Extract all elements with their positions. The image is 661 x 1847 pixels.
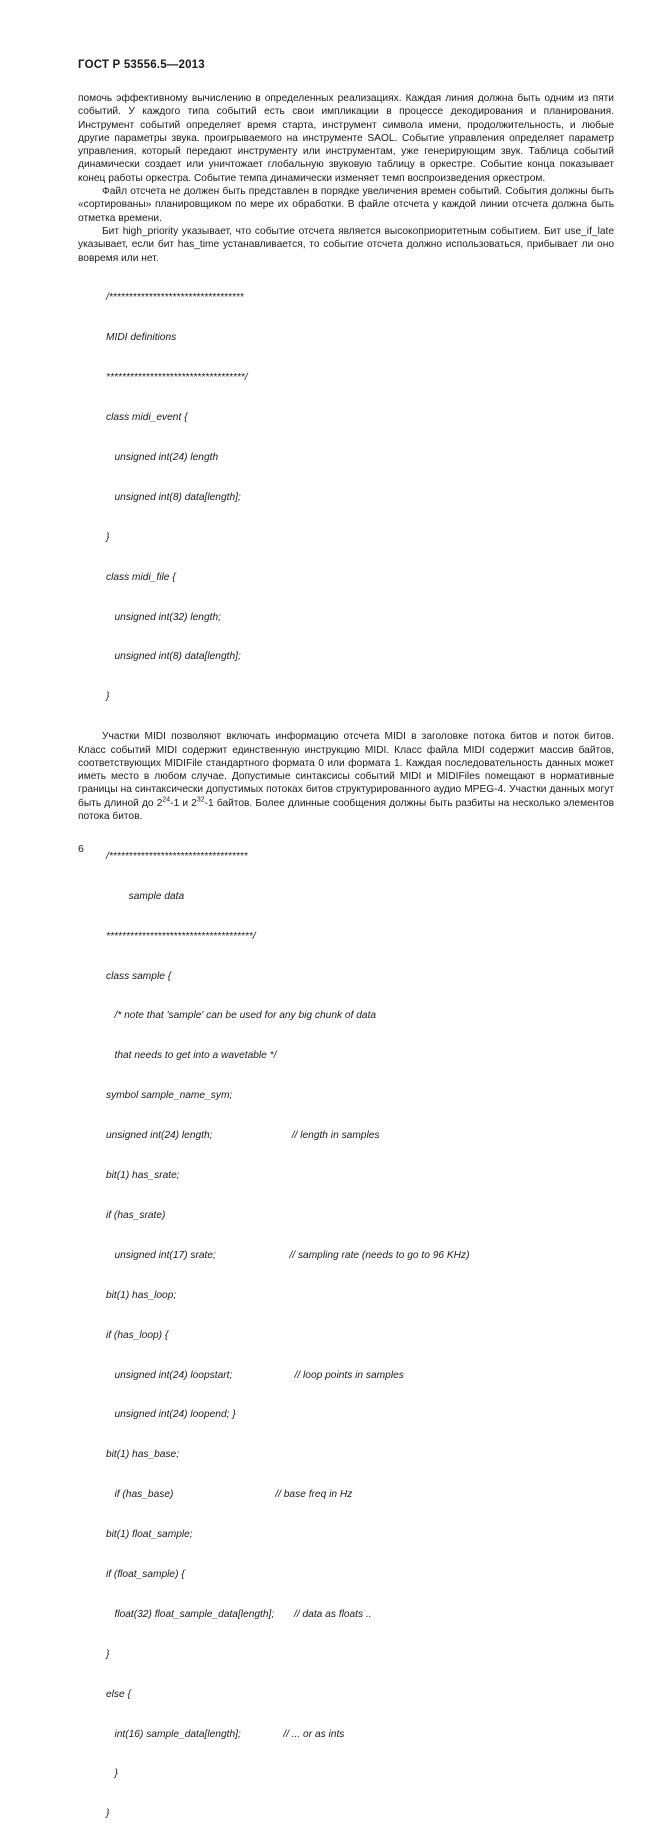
code-line: bit(1) has_loop; xyxy=(106,1289,177,1301)
code-line: ***********************************/ xyxy=(106,372,248,384)
code-line: unsigned int(24) length; // length in samples xyxy=(106,1130,380,1142)
code-line: if (float_sample) { xyxy=(106,1568,185,1580)
code-line: sample data xyxy=(106,890,185,902)
paragraph-midi xyxy=(78,730,614,823)
code-block-midi xyxy=(78,265,614,730)
code-line: unsigned int(24) length xyxy=(106,452,219,464)
document-header: ГОСТ Р 53556.5—2013 xyxy=(78,59,205,71)
code-line: unsigned int(24) loopstart; // loop points in samples xyxy=(106,1369,404,1381)
code-line: if (has_base) // base freq in Hz xyxy=(106,1489,353,1501)
code-line: class midi_event { xyxy=(106,412,188,424)
code-line: unsigned int(17) srate; // sampling rate (needs to go to 96 KHz) xyxy=(106,1249,470,1261)
code-line: bit(1) float_sample; xyxy=(106,1529,193,1541)
code-line: } xyxy=(106,1648,110,1660)
code-line: if (has_loop) { xyxy=(106,1329,169,1341)
code-line: bit(1) has_base; xyxy=(106,1449,180,1461)
code-line: } xyxy=(106,1768,118,1780)
code-line: } xyxy=(106,691,110,703)
midi-text-b: -1 и 2 xyxy=(170,797,197,809)
code-line: /*********************************** xyxy=(106,850,248,862)
code-line: /* note that 'sample' can be used for any big chunk of data xyxy=(106,1010,377,1022)
code-line: that needs to get into a wavetable */ xyxy=(106,1050,277,1062)
code-line: } xyxy=(106,531,110,543)
code-line: class sample { xyxy=(106,970,172,982)
code-line: /********************************** xyxy=(106,292,244,304)
superscript-32: 32 xyxy=(196,796,205,804)
page-content xyxy=(78,92,614,1847)
paragraph-1: помочь эффективному вычислению в определенных реализациях. Каждая линия должна быть одним из пяти событий. У каждого типа событий есть свои импликации в процессе декодирования и планирования. Инструмент событий определяет время старта, инструмент символа имени, продолжительность, и любые другие параметры звука. проигрываемого на инструменте SAOL. Событие управления определяет параметр управления, который передают инструменту или инструментам, уже генерирующим звук. Таблица событий динамически создает или уничтожает глобальную звуковую таблицу в оркестре. Событие конца показывает конец работы оркестра. Событие темпа динамически изменяет темп воспроизведения оркестром. xyxy=(78,93,614,184)
code-line: symbol sample_name_sym; xyxy=(106,1090,233,1102)
code-line: unsigned int(32) length; xyxy=(106,611,221,623)
code-line: if (has_srate) xyxy=(106,1209,166,1221)
paragraph-2: Файл отсчета не должен быть представлен в порядке увеличения времен событий. События должны быть «сортированы» планировщиком по мере их обработки. В файле отсчета у каждой линии отсчета должна быть отметка времени. xyxy=(78,186,614,224)
superscript-24: 24 xyxy=(162,796,171,804)
midi-text-a: Участки MIDI позволяют включать информацию отсчета MIDI в заголовке потока битов и поток битов. Класс событий MIDI содержит единственную инструкцию MIDI. Класс файла MIDI содержит массив байтов, соответствующих MIDIFile стандартного формата 0 или формата 1. Каждая последовательность данных может иметь место в любом случае. Допустимые синтаксисы событий MIDI и MIDIFiles помещают в нормативные границы на синтаксически допустимых потоках битов структурированного аудио MPEG-4. Участки данных могут быть длиной до 2 xyxy=(78,731,614,809)
code-line: unsigned int(24) loopend; } xyxy=(106,1409,236,1421)
midi-text-c: -1 байтов. Более длинные сообщения должны быть разбиты на несколько элементов потока битов. xyxy=(78,797,615,823)
code-line: class midi_file { xyxy=(106,571,176,583)
page-number: 6 xyxy=(78,843,84,855)
code-line: else { xyxy=(106,1688,131,1700)
code-block-sample xyxy=(78,823,614,1847)
code-line: } xyxy=(106,1808,110,1820)
code-line: unsigned int(8) data[length]; xyxy=(106,651,241,663)
paragraph-3: Бит high_priority указывает, что событие отсчета является высокоприоритетным событием. Бит use_if_late указывает, если бит has_time устанавливается, то событие отсчета должно использоваться, прибывает ли оно вовремя или нет. xyxy=(78,225,614,264)
code-line: float(32) float_sample_data[length]; // data as floats .. xyxy=(106,1608,372,1620)
code-line: int(16) sample_data[length]; // ... or as ints xyxy=(106,1728,345,1740)
code-line: MIDI definitions xyxy=(106,332,177,344)
code-line: bit(1) has_srate; xyxy=(106,1170,180,1182)
code-line: *************************************/ xyxy=(106,930,256,942)
code-line: unsigned int(8) data[length]; xyxy=(106,491,241,503)
